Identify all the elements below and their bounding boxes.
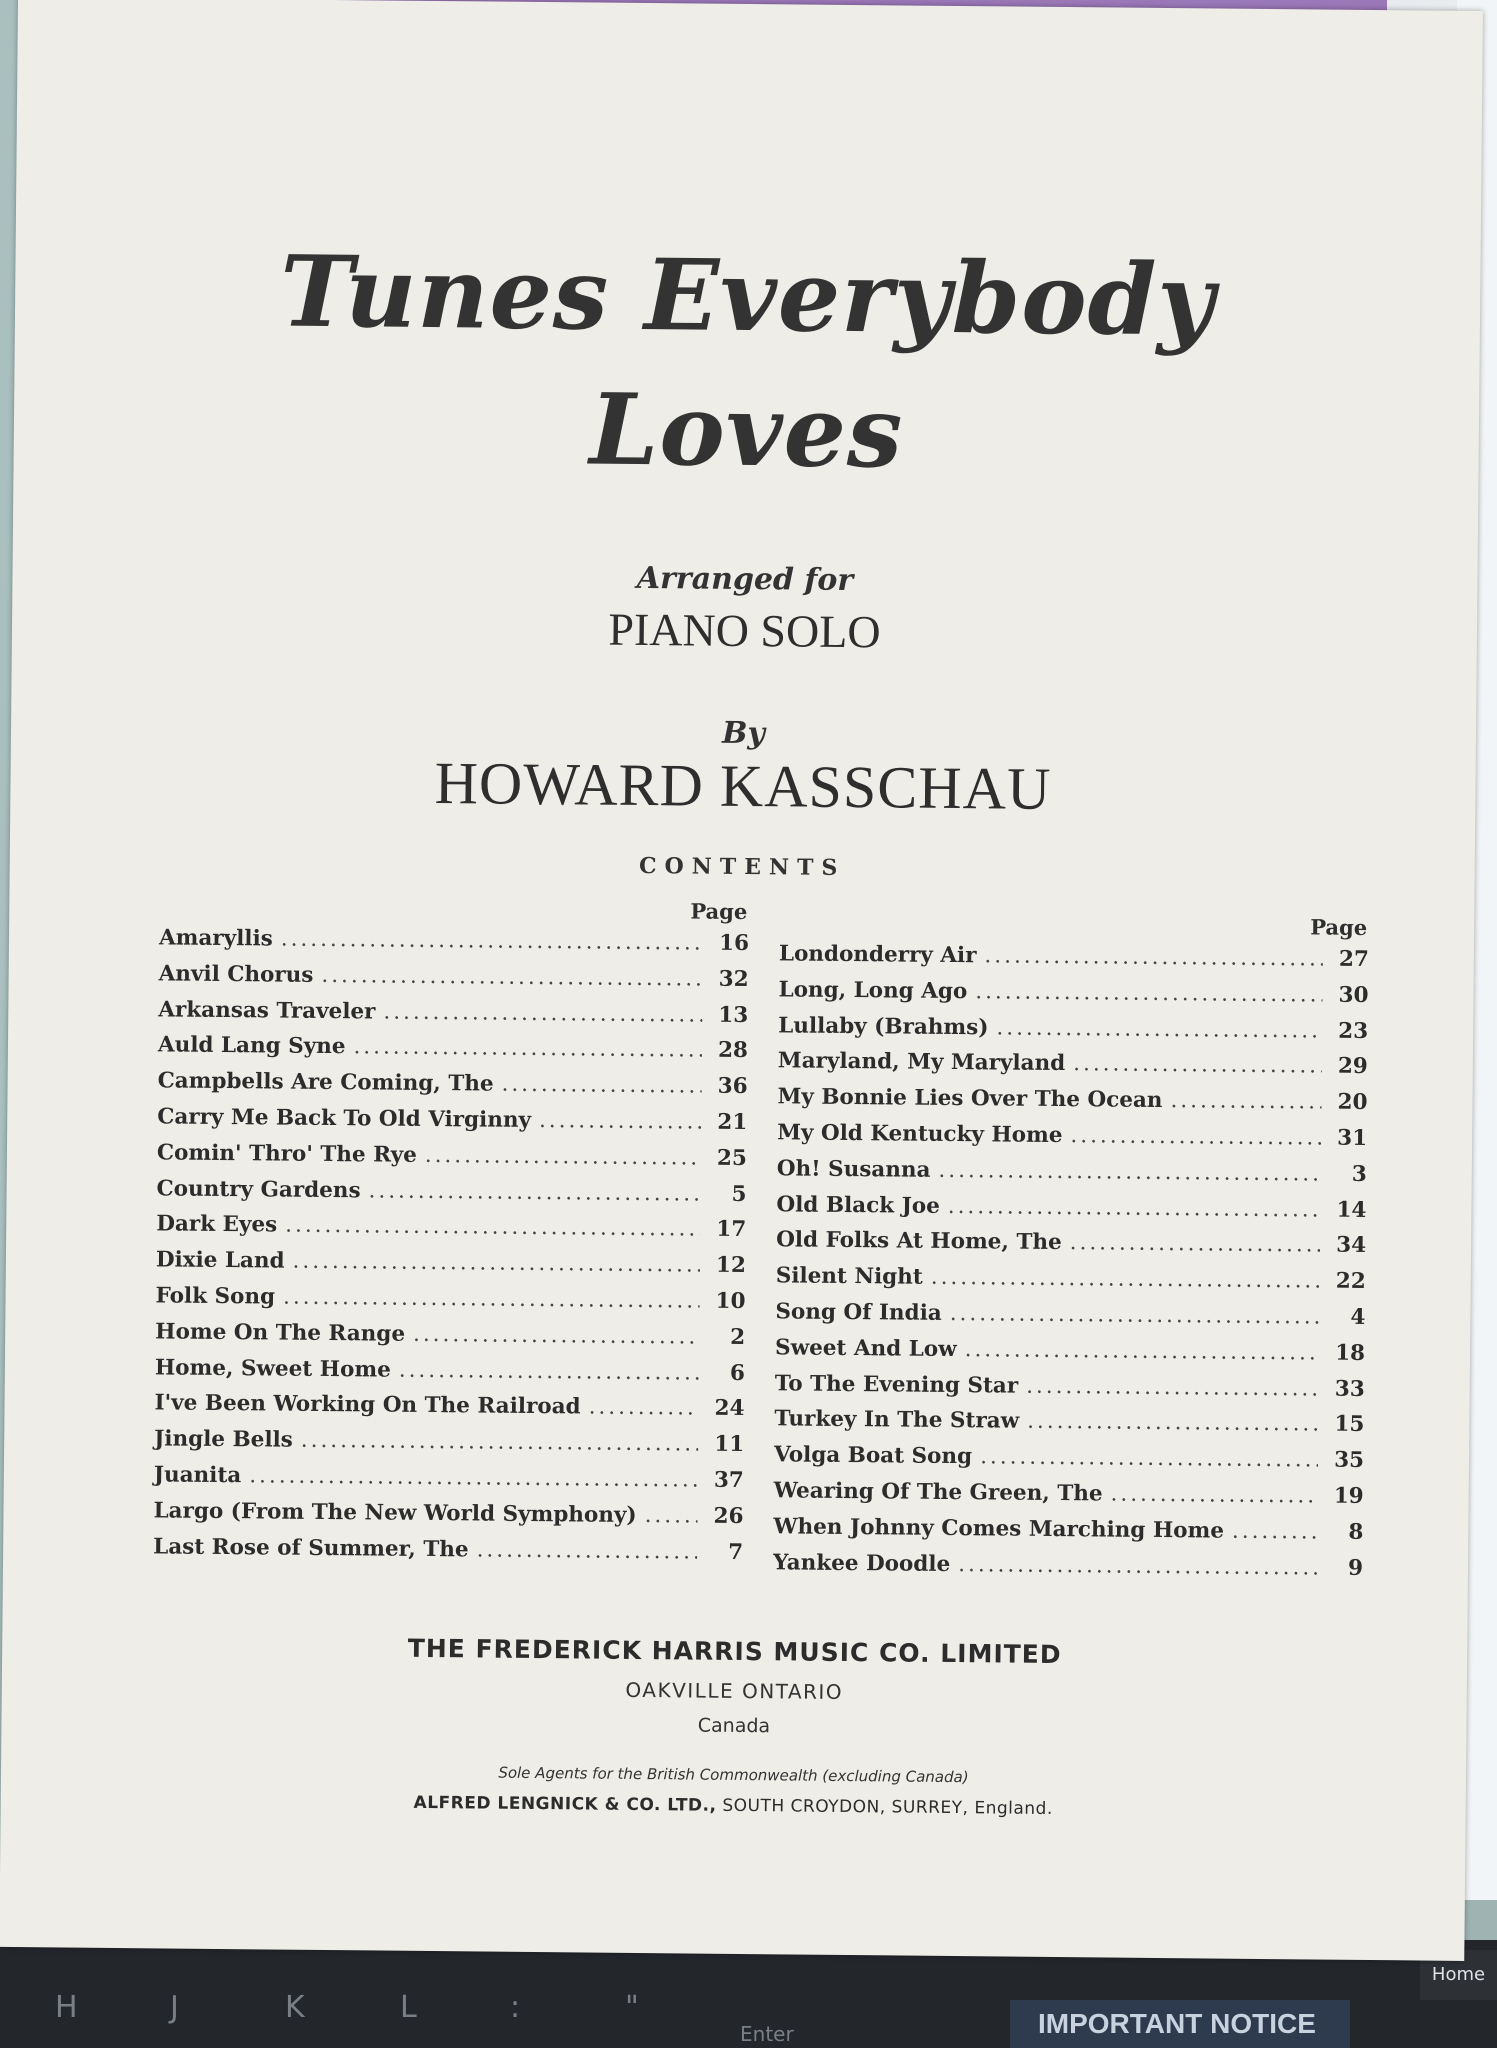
- contents-entry: [778, 1013, 1368, 1054]
- dot-leader: [353, 1035, 702, 1063]
- dot-leader: [425, 1143, 701, 1171]
- page-number: 25: [716, 1145, 748, 1171]
- page-number: 3: [1351, 1161, 1367, 1187]
- contents-entry: [774, 1407, 1364, 1448]
- song-title: Amaryllis: [158, 925, 273, 952]
- contents-entry: [775, 1371, 1365, 1412]
- page-number: 32: [718, 966, 749, 992]
- dot-leader: [1070, 1123, 1321, 1150]
- contents-entry: [775, 1299, 1365, 1340]
- contents-entry: [156, 1212, 746, 1253]
- dot-leader: [249, 1463, 698, 1492]
- contents-entry: [773, 1550, 1363, 1591]
- key-h: H: [55, 1990, 78, 2025]
- dot-leader: [931, 1265, 1320, 1294]
- contents-entry: [153, 1498, 743, 1539]
- song-title: Carry Me Back To Old Virginny: [157, 1104, 532, 1133]
- contents-entry: [773, 1514, 1363, 1555]
- page-number: 22: [1335, 1268, 1366, 1295]
- publisher-country: Canada: [697, 1714, 771, 1738]
- song-title: Comin' Thro' The Rye: [156, 1140, 417, 1168]
- contents-entry: [155, 1283, 745, 1324]
- song-title: Wearing Of The Green, The: [773, 1478, 1103, 1507]
- dot-leader: [399, 1357, 699, 1385]
- page-column-header: Page: [690, 898, 748, 925]
- agent-address: SOUTH CROYDON, SURREY, England.: [716, 1795, 1053, 1819]
- contents-entry: [159, 925, 749, 966]
- song-title: To The Evening Star: [774, 1370, 1019, 1399]
- page-number: 15: [1334, 1412, 1365, 1438]
- dot-leader: [283, 1285, 700, 1314]
- contents-entry: [155, 1319, 745, 1360]
- page-number: 28: [717, 1038, 749, 1064]
- dot-leader: [1026, 1373, 1319, 1401]
- title-line-1: Tunes Everybody: [279, 234, 1216, 359]
- page-number: 33: [1334, 1376, 1365, 1402]
- song-title: Anvil Chorus: [158, 961, 314, 988]
- song-title: Turkey In The Straw: [774, 1406, 1020, 1435]
- contents-entry: [779, 941, 1369, 982]
- agents-note: Sole Agents for the British Commonwealth (excluding Canada): [498, 1763, 969, 1787]
- key-quote: ": [625, 1990, 639, 2025]
- dot-leader: [1170, 1088, 1321, 1114]
- dot-leader: [413, 1322, 699, 1350]
- song-title: Maryland, My Maryland: [777, 1048, 1066, 1077]
- song-title: Sweet And Low: [774, 1335, 957, 1362]
- song-title: My Old Kentucky Home: [777, 1120, 1063, 1149]
- contents-entry: [158, 961, 748, 1002]
- contents-entry: [775, 1335, 1365, 1376]
- contents-entry: [778, 977, 1368, 1018]
- key-enter: Enter: [740, 2022, 794, 2046]
- composer-name: HOWARD KASSCHAU: [434, 750, 1052, 822]
- contents-left-column: [153, 893, 749, 1575]
- page-number: 11: [714, 1431, 745, 1458]
- page-number: 9: [1347, 1555, 1364, 1581]
- song-title: When Johnny Comes Marching Home: [773, 1514, 1225, 1544]
- page-number: 21: [717, 1109, 748, 1136]
- page-number: 19: [1333, 1483, 1364, 1509]
- publisher-city: OAKVILLE ONTARIO: [625, 1677, 844, 1704]
- dot-leader: [285, 1213, 700, 1242]
- dot-leader: [1073, 1052, 1322, 1079]
- dot-leader: [321, 963, 702, 992]
- contents-entry: [777, 1156, 1367, 1197]
- dot-leader: [938, 1158, 1321, 1187]
- dot-leader: [281, 927, 703, 956]
- contents-entry: [776, 1263, 1366, 1304]
- contents-entry: [777, 1120, 1367, 1161]
- page-number: 14: [1336, 1197, 1367, 1223]
- key-colon: :: [510, 1990, 521, 2025]
- dot-leader: [539, 1108, 701, 1135]
- dot-leader: [958, 1552, 1317, 1580]
- dot-leader: [1070, 1230, 1321, 1257]
- contents-entry: [158, 1033, 748, 1074]
- page-number: 20: [1337, 1089, 1368, 1116]
- contents-heading: CONTENTS: [638, 852, 846, 881]
- page-number: 24: [714, 1396, 745, 1422]
- page-column-header: Page: [1310, 914, 1368, 940]
- song-title: Folk Song: [155, 1283, 276, 1310]
- contents-entry: [774, 1442, 1364, 1483]
- title-line-2: Loves: [588, 372, 904, 491]
- contents-entry: [776, 1192, 1366, 1233]
- song-title: Londonderry Air: [778, 941, 977, 969]
- page-number: 6: [729, 1360, 745, 1386]
- dot-leader: [383, 999, 702, 1027]
- dot-leader: [1027, 1409, 1318, 1437]
- page-number: 35: [1334, 1447, 1365, 1474]
- dot-leader: [1232, 1518, 1318, 1544]
- dot-leader: [965, 1337, 1320, 1365]
- dot-leader: [477, 1537, 698, 1564]
- dot-leader: [950, 1301, 1320, 1330]
- important-notice-label: IMPORTANT NOTICE: [1010, 2000, 1350, 2048]
- contents-entry: [156, 1176, 746, 1217]
- contents-entry: [157, 1140, 747, 1181]
- contents-entry: [777, 1084, 1367, 1125]
- key-l: L: [400, 1990, 417, 2025]
- song-title: Old Folks At Home, The: [776, 1227, 1062, 1256]
- song-title: Old Black Joe: [776, 1191, 940, 1219]
- song-title: Long, Long Ago: [778, 977, 968, 1004]
- song-title: Home On The Range: [155, 1319, 406, 1347]
- page-number: 29: [1337, 1054, 1368, 1080]
- song-title: Oh! Susanna: [776, 1156, 931, 1183]
- song-title: Yankee Doodle: [772, 1549, 951, 1577]
- contents-entry: [153, 1534, 743, 1575]
- dot-leader: [975, 979, 1322, 1007]
- song-title: Largo (From The New World Symphony): [153, 1498, 637, 1528]
- page-number: 5: [731, 1181, 747, 1207]
- dot-leader: [645, 1503, 698, 1529]
- song-title: Dixie Land: [155, 1247, 285, 1274]
- page-number: 16: [718, 930, 750, 957]
- contents-right-column: [773, 909, 1369, 1591]
- agent-line: [1, 1789, 1466, 1823]
- page-number: 30: [1338, 982, 1369, 1008]
- dot-leader: [996, 1015, 1322, 1043]
- contents-entry: [776, 1228, 1366, 1269]
- page-number: 17: [716, 1217, 747, 1243]
- contents-entry: [156, 1248, 746, 1289]
- song-title: Campbells Are Coming, The: [157, 1068, 494, 1097]
- contents-entry: [155, 1355, 745, 1396]
- page-number: 18: [1335, 1340, 1366, 1366]
- dot-leader: [292, 1249, 700, 1278]
- agent-name: ALFRED LENGNICK & CO. LTD.,: [413, 1792, 717, 1816]
- song-title: Country Gardens: [156, 1175, 361, 1203]
- song-title: Home, Sweet Home: [154, 1354, 391, 1383]
- dot-leader: [501, 1072, 701, 1099]
- song-title: Volga Boat Song: [773, 1442, 973, 1470]
- key-home: Home: [1420, 1950, 1497, 2000]
- by-label: By: [721, 715, 766, 752]
- page-number: 12: [715, 1252, 747, 1279]
- song-title: Arkansas Traveler: [158, 996, 376, 1025]
- instrument-label: PIANO SOLO: [608, 603, 881, 658]
- song-title: Song Of India: [775, 1299, 942, 1326]
- song-title: Jingle Bells: [154, 1426, 293, 1453]
- contents-entry: [158, 997, 748, 1038]
- contents-entry: [154, 1462, 744, 1503]
- page-number: 10: [715, 1288, 746, 1314]
- page-number: 7: [728, 1539, 744, 1565]
- dot-leader: [1110, 1481, 1317, 1508]
- contents-entry: [778, 1049, 1368, 1090]
- page-number: 2: [730, 1324, 746, 1350]
- song-title: Juanita: [153, 1462, 242, 1489]
- page-number: 34: [1336, 1233, 1367, 1259]
- dot-leader: [369, 1178, 701, 1206]
- page-number: 36: [717, 1073, 748, 1100]
- song-title: My Bonnie Lies Over The Ocean: [777, 1084, 1163, 1114]
- page-number: 13: [718, 1002, 749, 1028]
- song-title: Silent Night: [775, 1263, 923, 1290]
- page-number: 37: [713, 1467, 744, 1493]
- key-j: J: [170, 1990, 179, 2025]
- page-number: 8: [1348, 1519, 1364, 1545]
- song-title: Dark Eyes: [156, 1211, 278, 1238]
- page-number: 26: [713, 1503, 744, 1529]
- dot-leader: [984, 943, 1323, 971]
- page-number: 4: [1350, 1304, 1366, 1330]
- arranged-for-label: Arranged for: [636, 560, 854, 599]
- dot-leader: [948, 1194, 1321, 1223]
- contents-entry: [154, 1391, 744, 1432]
- song-title: Lullaby (Brahms): [778, 1012, 989, 1040]
- song-title: I've Been Working On The Railroad: [154, 1390, 581, 1420]
- song-title: Auld Lang Syne: [157, 1032, 346, 1060]
- page-number: 23: [1338, 1018, 1369, 1044]
- dot-leader: [980, 1444, 1318, 1472]
- song-title: Last Rose of Summer, The: [153, 1533, 469, 1562]
- contents-entry: [157, 1104, 747, 1145]
- contents-entry: [154, 1426, 744, 1467]
- key-k: K: [285, 1990, 305, 2025]
- contents-entry: [157, 1069, 747, 1110]
- dot-leader: [301, 1428, 699, 1457]
- page-number: 27: [1338, 946, 1369, 972]
- page-number: 31: [1337, 1125, 1368, 1151]
- contents-entry: [774, 1478, 1364, 1519]
- dot-leader: [589, 1395, 699, 1421]
- publisher-name: THE FREDERICK HARRIS MUSIC CO. LIMITED: [407, 1633, 1062, 1670]
